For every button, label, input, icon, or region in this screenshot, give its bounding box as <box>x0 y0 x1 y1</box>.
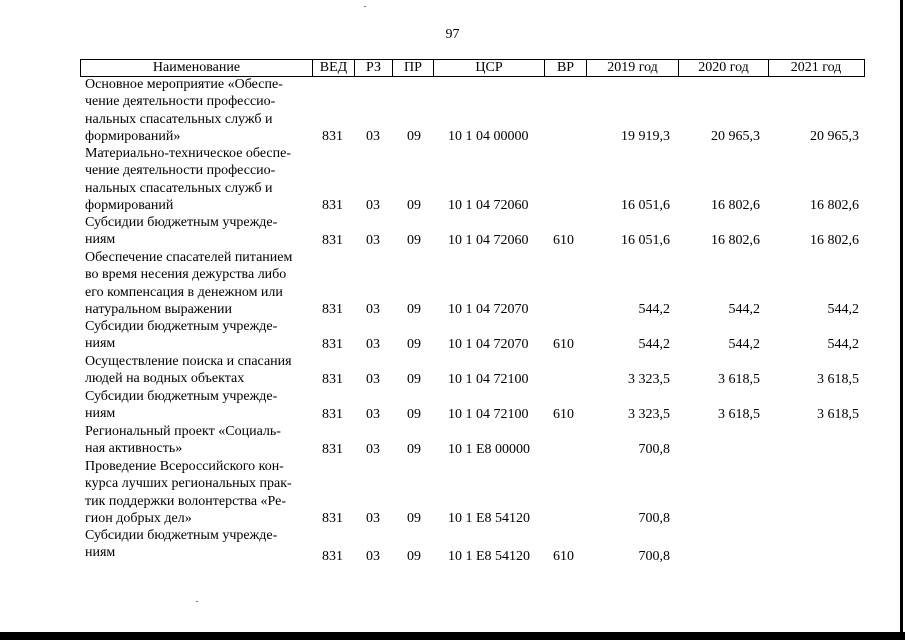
header-2021: 2021 год <box>790 60 842 75</box>
cell-2020: 20 965,3 <box>711 128 760 144</box>
row-name: Осуществление поиска и спасания людей на водных объектах <box>85 354 292 387</box>
cell-csr: 10 1 04 72070 <box>448 301 529 317</box>
table-row <box>0 458 905 527</box>
cell-pr: 09 <box>407 197 421 213</box>
cell-pr: 09 <box>407 301 421 317</box>
cell-ved: 831 <box>322 510 343 526</box>
cell-2019: 700,8 <box>638 441 670 457</box>
header-2019: 2019 год <box>607 60 658 75</box>
cell-ved: 831 <box>322 406 343 422</box>
cell-2021: 16 802,6 <box>810 197 859 213</box>
cell-2020: 3 618,5 <box>718 371 760 387</box>
header-name: Наименование <box>152 60 241 75</box>
scan-speck <box>364 6 366 7</box>
cell-2020: 16 802,6 <box>711 197 760 213</box>
cell-vr: 610 <box>553 336 574 352</box>
cell-2019: 3 323,5 <box>628 371 670 387</box>
scan-speck <box>196 601 198 602</box>
cell-ved: 831 <box>322 441 343 457</box>
table-row <box>0 318 905 353</box>
cell-vr: 610 <box>553 548 574 564</box>
cell-2020: 544,2 <box>728 336 760 352</box>
cell-2020: 3 618,5 <box>718 406 760 422</box>
cell-vr: 610 <box>553 232 574 248</box>
cell-csr: 10 1 E8 54120 <box>448 510 531 526</box>
table-row <box>0 423 905 458</box>
row-name: Обеспечение спасателей питанием во время несения дежурства либо его компенсация в денежном или натуральном выражении <box>85 250 293 317</box>
row-name: Субсидии бюджетным учрежде- ниям <box>85 528 278 561</box>
cell-csr: 10 1 04 72100 <box>448 371 529 387</box>
row-name: Материально-техническое обеспе- чение деятельности профессио- нальных спасательных служб и формирований <box>85 146 291 213</box>
cell-pr: 09 <box>407 336 421 352</box>
row-name: Основное мероприятие «Обеспе- чение деятельности профессио- нальных спасательных служб и формирований» <box>85 77 283 144</box>
table-row <box>0 353 905 388</box>
cell-ved: 831 <box>322 548 343 564</box>
header-csr: ЦСР <box>475 60 503 75</box>
cell-csr: 10 1 04 72070 <box>448 336 529 352</box>
header-2020: 2020 год <box>698 60 749 75</box>
cell-2021: 20 965,3 <box>810 128 859 144</box>
cell-2021: 3 618,5 <box>817 406 859 422</box>
cell-csr: 10 1 E8 00000 <box>448 441 531 457</box>
cell-2021: 3 618,5 <box>817 371 859 387</box>
cell-pr: 09 <box>407 510 421 526</box>
cell-pr: 09 <box>407 441 421 457</box>
cell-2021: 544,2 <box>827 336 859 352</box>
table-row <box>0 249 905 318</box>
cell-rz: 03 <box>366 548 380 564</box>
cell-pr: 09 <box>407 371 421 387</box>
cell-pr: 09 <box>407 406 421 422</box>
cell-csr: 10 1 04 72100 <box>448 406 529 422</box>
cell-2021: 16 802,6 <box>810 232 859 248</box>
cell-csr: 10 1 04 00000 <box>448 128 529 144</box>
cell-ved: 831 <box>322 371 343 387</box>
cell-2019: 19 919,3 <box>621 128 670 144</box>
cell-pr: 09 <box>407 232 421 248</box>
cell-pr: 09 <box>407 548 421 564</box>
cell-2019: 544,2 <box>638 301 670 317</box>
page-number: 97 <box>445 27 460 42</box>
cell-2019: 700,8 <box>638 510 670 526</box>
cell-rz: 03 <box>366 232 380 248</box>
cell-ved: 831 <box>322 336 343 352</box>
cell-rz: 03 <box>366 406 380 422</box>
cell-2021: 544,2 <box>827 301 859 317</box>
cell-rz: 03 <box>366 301 380 317</box>
cell-vr: 610 <box>553 406 574 422</box>
header-pr: ПР <box>404 60 422 75</box>
cell-rz: 03 <box>366 371 380 387</box>
cell-rz: 03 <box>366 197 380 213</box>
cell-csr: 10 1 04 72060 <box>448 232 529 248</box>
cell-2019: 3 323,5 <box>628 406 670 422</box>
cell-rz: 03 <box>366 441 380 457</box>
row-name: Субсидии бюджетным учрежде- ниям <box>85 319 278 352</box>
header-rz: РЗ <box>366 60 381 75</box>
table-row <box>0 76 905 145</box>
row-name: Субсидии бюджетным учрежде- ниям <box>85 215 278 248</box>
cell-ved: 831 <box>322 232 343 248</box>
row-name: Субсидии бюджетным учрежде- ниям <box>85 389 278 422</box>
cell-ved: 831 <box>322 128 343 144</box>
cell-2019: 700,8 <box>638 548 670 564</box>
cell-csr: 10 1 04 72060 <box>448 197 529 213</box>
row-name: Региональный проект «Социаль- ная активность» <box>85 424 281 457</box>
cell-ved: 831 <box>322 301 343 317</box>
page-edge-bottom <box>0 632 905 640</box>
row-name: Проведение Всероссийского кон- курса лучших региональных прак- тик поддержки волонтерства «Ре- гион добрых дел» <box>85 459 292 526</box>
cell-rz: 03 <box>366 336 380 352</box>
cell-2019: 16 051,6 <box>621 232 670 248</box>
header-vr: ВР <box>556 60 575 75</box>
cell-ved: 831 <box>322 197 343 213</box>
cell-2020: 16 802,6 <box>711 232 760 248</box>
cell-2019: 16 051,6 <box>621 197 670 213</box>
table-row <box>0 388 905 423</box>
cell-2020: 544,2 <box>728 301 760 317</box>
cell-2019: 544,2 <box>638 336 670 352</box>
table-row <box>0 527 905 565</box>
cell-rz: 03 <box>366 510 380 526</box>
header-ved: ВЕД <box>319 60 348 75</box>
table-row <box>0 145 905 214</box>
cell-rz: 03 <box>366 128 380 144</box>
cell-pr: 09 <box>407 128 421 144</box>
table-row <box>0 214 905 249</box>
cell-csr: 10 1 E8 54120 <box>448 548 531 564</box>
